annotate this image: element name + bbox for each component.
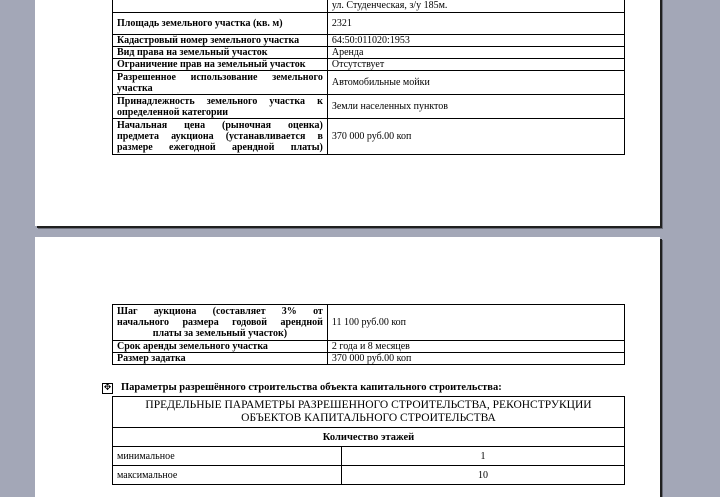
label-line: Принадлежность земельного участка к: [117, 95, 323, 107]
land-plot-table-part1: [112, 0, 625, 155]
label-line: предмета аукциона (устанавливается в: [117, 131, 323, 142]
label-line: начального размера годовой арендной: [117, 317, 323, 328]
table-cell-label: Срок аренды земельного участка: [113, 341, 328, 353]
table-row: [113, 13, 625, 35]
table-cell-value: 64:50:011020:1953: [327, 35, 624, 47]
header-line: ПРЕДЕЛЬНЫЕ ПАРАМЕТРЫ РАЗРЕШЕННОГО СТРОИТЕЛЬСТВА, РЕКОНСТРУКЦИИ: [145, 399, 592, 411]
table-cell-value: Отсутствует: [327, 59, 624, 71]
table-row: [113, 305, 625, 341]
document-page-1: [35, 0, 660, 226]
document-page-2: [35, 237, 660, 497]
table-row: [113, 47, 625, 59]
table-row: [113, 119, 625, 155]
table-subheader-row: [113, 428, 625, 447]
table-cell-label: [113, 119, 328, 155]
land-plot-table-part2: [112, 304, 625, 365]
table-cell-value: 370 000 руб.00 коп: [327, 353, 624, 365]
table-cell-label: максимальное: [113, 466, 342, 485]
label-line: определенной категории: [117, 106, 229, 118]
table-cell-value: 2321: [327, 13, 624, 35]
table-row: [113, 35, 625, 47]
table-cell-label: Кадастровый номер земельного участка: [113, 35, 328, 47]
table-cell-label: [113, 0, 328, 13]
table-row: [113, 0, 625, 13]
table-row: [113, 341, 625, 353]
table-cell-value: Аренда: [327, 47, 624, 59]
table-row: [113, 353, 625, 365]
table-cell-value: Автомобильные мойки: [327, 71, 624, 95]
table-cell-value: 370 000 руб.00 коп: [327, 119, 624, 155]
table-cell-label: Ограничение прав на земельный участок: [113, 59, 328, 71]
table-cell-value: 1: [342, 447, 625, 466]
label-line: размере ежегодной арендной платы): [117, 142, 323, 153]
table-row: [113, 447, 625, 466]
header-line: ОБЪЕКТОВ КАПИТАЛЬНОГО СТРОИТЕЛЬСТВА: [241, 412, 496, 424]
table-cell-label: [113, 305, 328, 341]
table-row: [113, 466, 625, 485]
table-cell-label: Площадь земельного участка (кв. м): [113, 13, 328, 35]
table-header-row: [113, 397, 625, 428]
table-row: [113, 71, 625, 95]
label-line: Разрешенное использование земельного: [117, 71, 323, 83]
label-line: платы за земельный участок): [152, 328, 288, 339]
table-cell-value: 2 года и 8 месяцев: [327, 341, 624, 353]
table-cell-label: [113, 71, 328, 95]
table-cell-label: [113, 95, 328, 119]
table-row: [113, 59, 625, 71]
label-line: Шаг аукциона (составляет 3% от: [117, 306, 323, 317]
table-cell-value: 10: [342, 466, 625, 485]
section-heading: Параметры разрешённого строительства объекта капитального строительства:: [121, 382, 502, 393]
table-cell-label: минимальное: [113, 447, 342, 466]
construction-params-table: [112, 396, 625, 485]
table-cell-label: Вид права на земельный участок: [113, 47, 328, 59]
move-handle-icon[interactable]: ✥: [103, 383, 112, 393]
table-cell-value: ул. Студенческая, з/у 185м.: [327, 0, 624, 13]
table-header: [113, 397, 625, 428]
label-line: участка: [117, 82, 153, 94]
table-cell-label: Размер задатка: [113, 353, 328, 365]
table-subheader: Количество этажей: [113, 428, 625, 447]
table-cell-value: 11 100 руб.00 коп: [327, 305, 624, 341]
table-cell-value: Земли населенных пунктов: [327, 95, 624, 119]
label-line: Начальная цена (рыночная оценка): [117, 120, 323, 131]
table-row: [113, 95, 625, 119]
